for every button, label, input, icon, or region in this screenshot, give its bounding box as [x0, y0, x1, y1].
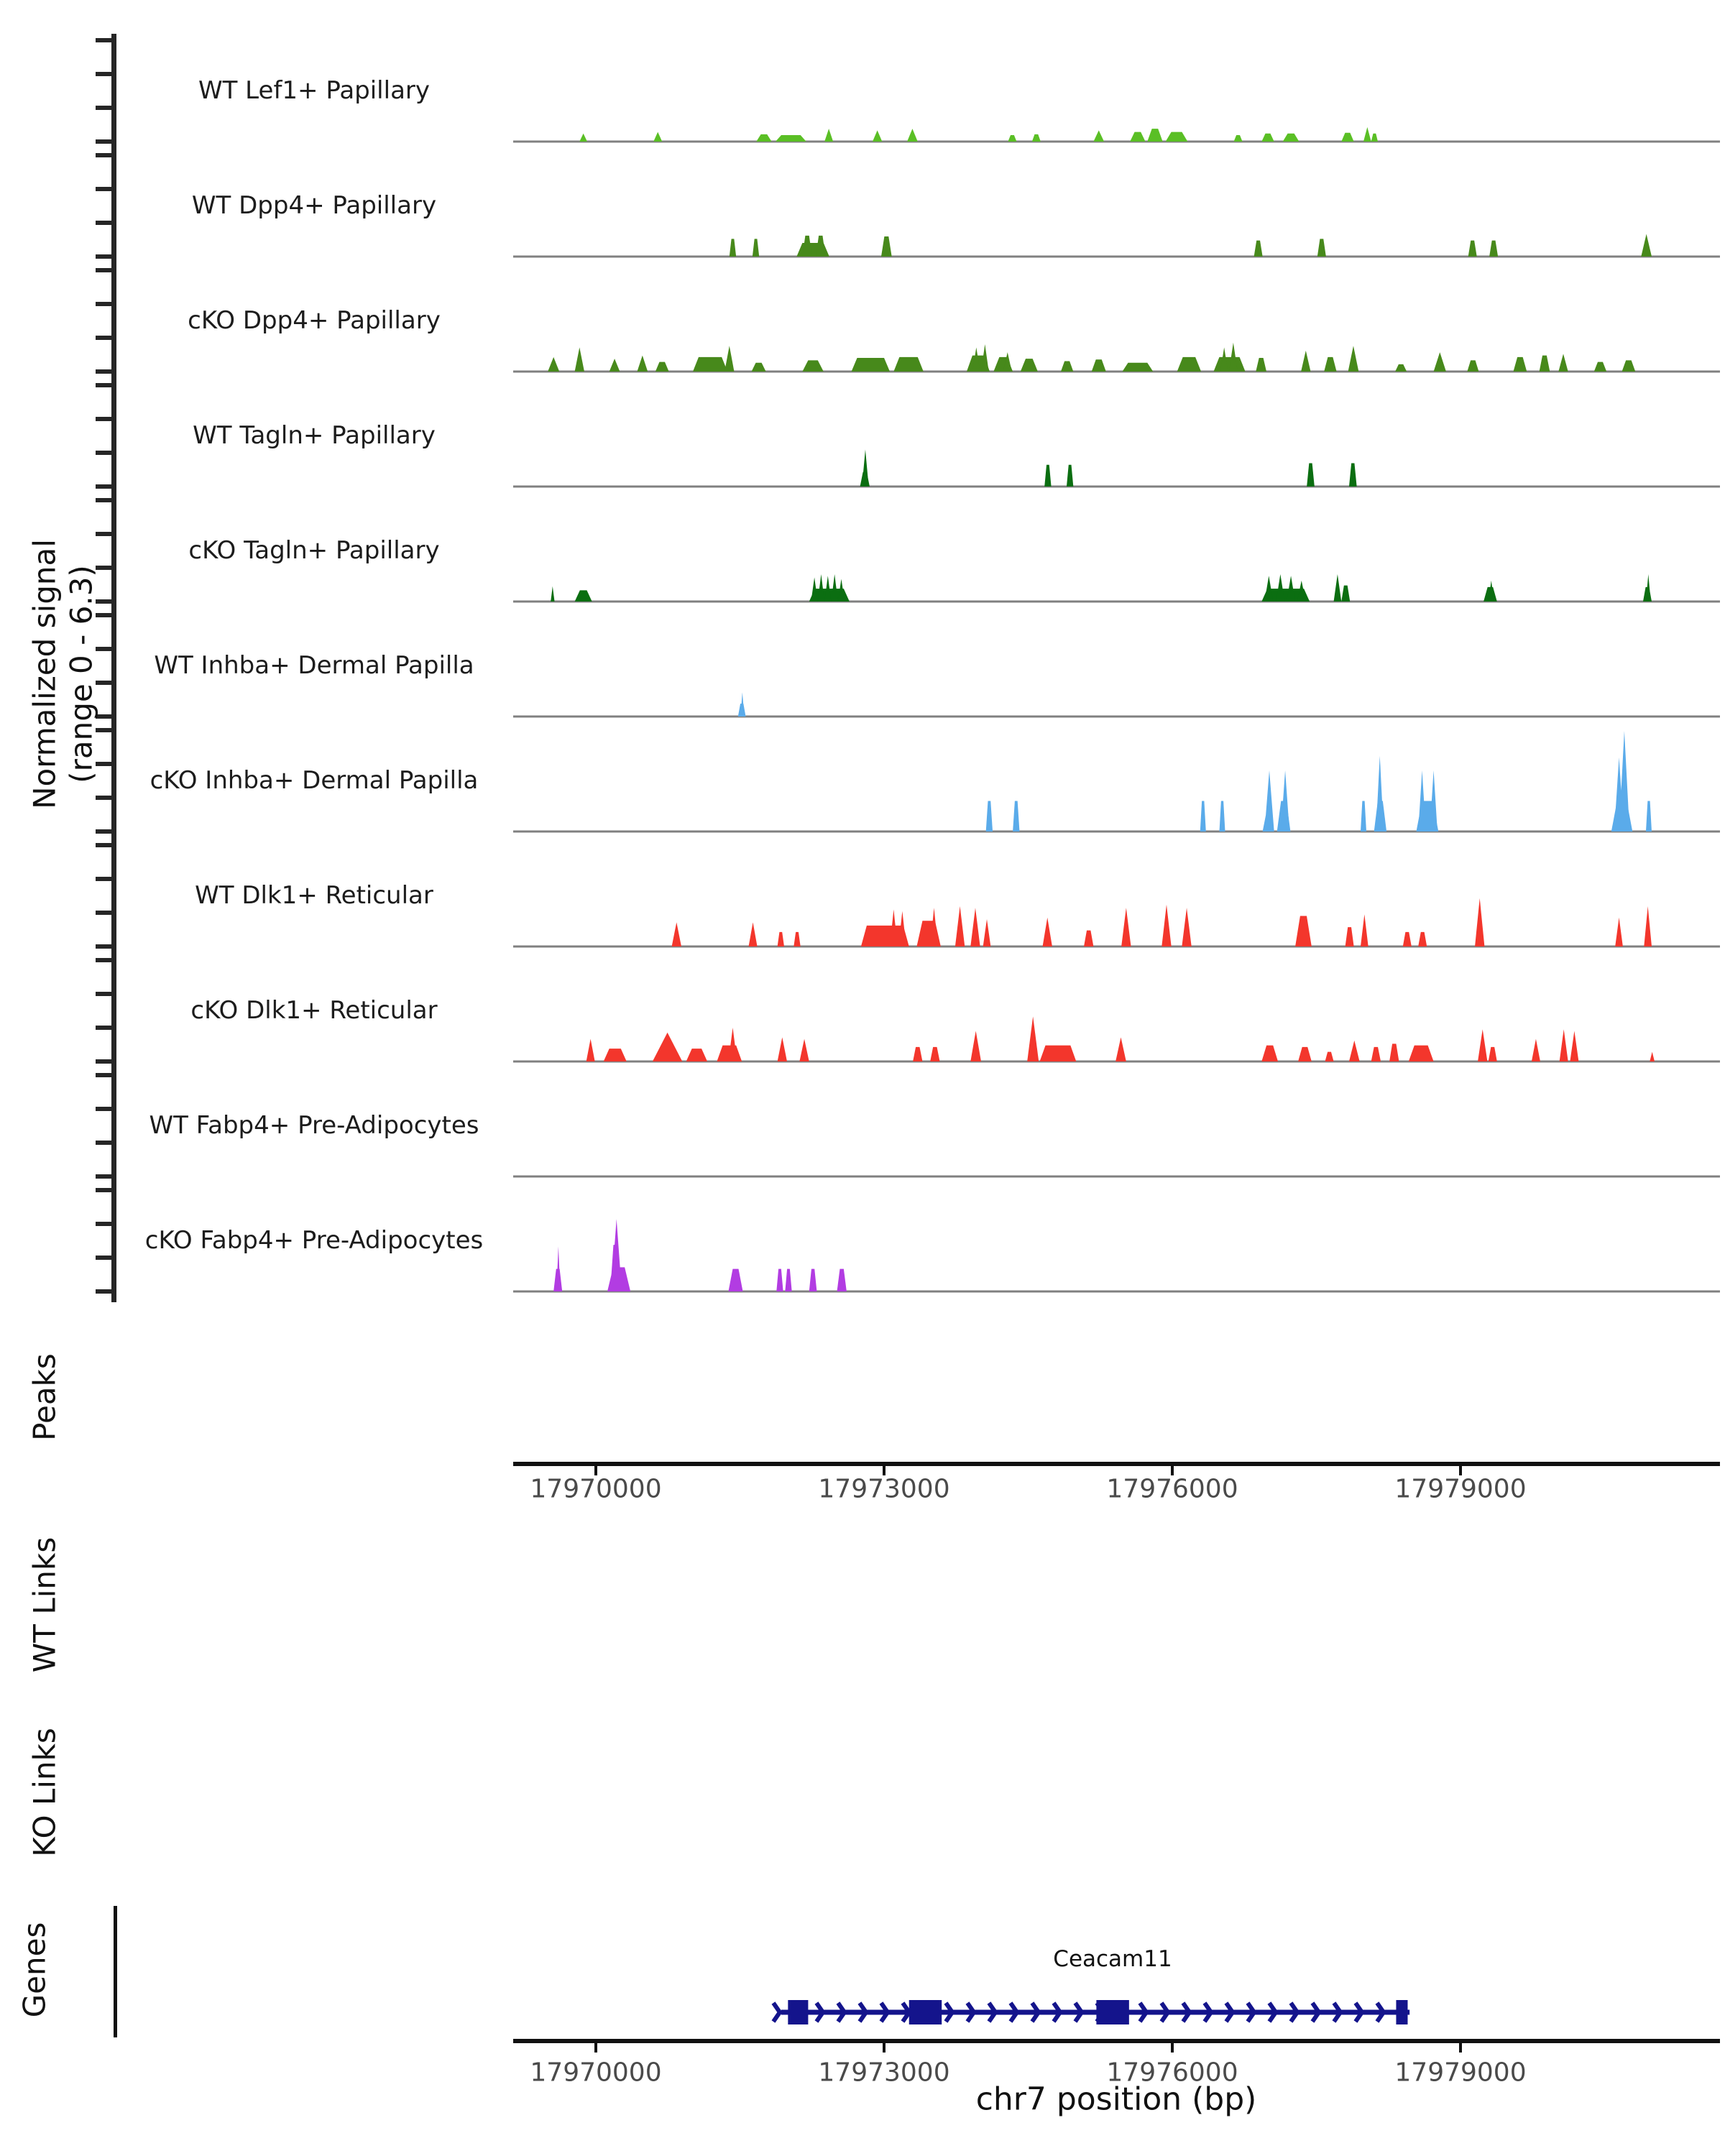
y-axis-tick: [96, 498, 111, 502]
signal-peak: [1177, 357, 1201, 372]
signal-peak: [1261, 1046, 1278, 1061]
peaks-x-axis: [513, 1462, 1720, 1475]
signal-peak: [1532, 1039, 1540, 1061]
signal-peak: [1200, 801, 1206, 831]
bottom-axis-tick-17970000: 17970000: [530, 2058, 662, 2088]
signal-peak: [794, 932, 800, 946]
signal-peak: [1467, 360, 1478, 372]
signal-peak: [1254, 241, 1263, 257]
signal-peak: [852, 358, 890, 372]
signal-peak: [551, 586, 554, 602]
signal-peak: [1307, 464, 1315, 487]
signal-track-7: [513, 898, 1720, 948]
signal-peak: [1641, 234, 1652, 257]
signal-peak: [955, 906, 965, 946]
signal-peak: [1256, 358, 1266, 372]
y-axis-tick: [96, 221, 111, 225]
signal-peak: [776, 135, 806, 142]
signal-peak: [728, 1269, 742, 1291]
signal-peak: [575, 590, 592, 602]
section-label-peaks: Peaks: [27, 1353, 63, 1441]
x-axis-title: chr7 position (bp): [975, 2081, 1257, 2118]
signal-peak: [756, 134, 771, 142]
track-baseline: [513, 831, 1720, 833]
signal-peak: [1130, 132, 1145, 142]
signal-peak: [1044, 465, 1051, 487]
y-axis-tick: [96, 383, 111, 387]
signal-peak: [776, 1269, 783, 1291]
signal-peak: [610, 359, 620, 372]
track-baseline: [513, 1291, 1720, 1293]
strand-arrow-icon: [773, 2003, 780, 2022]
signal-peak: [1346, 927, 1354, 946]
signal-peak: [656, 362, 669, 372]
signal-peak: [1021, 359, 1038, 372]
bottom-axis-tick-17973000: 17973000: [818, 2058, 950, 2088]
signal-peak: [686, 1049, 707, 1061]
signal-peak: [1622, 360, 1636, 372]
y-axis-tick: [96, 1059, 111, 1064]
signal-peak: [1121, 908, 1131, 946]
signal-peak: [548, 357, 559, 372]
signal-peak: [778, 932, 784, 946]
signal-peak: [1540, 356, 1550, 372]
gene-exon: [1396, 2000, 1407, 2024]
signal-peak: [653, 132, 662, 142]
signal-peak: [1283, 134, 1300, 142]
signal-peak: [799, 1039, 809, 1061]
section-label-ko-links: KO Links: [27, 1728, 63, 1857]
bottom-axis-tick-17979000: 17979000: [1394, 2058, 1527, 2088]
signal-peak: [862, 450, 868, 487]
signal-peak: [1361, 914, 1368, 946]
signal-peak: [1166, 132, 1188, 142]
x-axis-tick: [1459, 2043, 1462, 2053]
signal-peak: [1594, 362, 1606, 372]
signal-peak: [1027, 1016, 1039, 1061]
signal-peak: [930, 1047, 939, 1061]
track-label-cko-dlk1-reticular: cKO Dlk1+ Reticular: [190, 996, 438, 1025]
signal-peak: [1489, 241, 1498, 257]
signal-peak: [1478, 1029, 1487, 1061]
signal-track-9: [513, 1176, 1720, 1178]
signal-track-5: [513, 692, 1720, 717]
signal-peak: [1348, 346, 1359, 372]
signal-peak: [1317, 239, 1326, 257]
x-axis-tick: [594, 2043, 597, 2053]
signal-peak: [809, 1269, 817, 1291]
y-axis-tick: [96, 417, 111, 421]
signal-peak: [1376, 756, 1384, 831]
signal-peak: [1182, 908, 1191, 946]
signal-peak: [1395, 364, 1407, 372]
signal-track-6: [513, 731, 1720, 832]
signal-peak: [753, 239, 759, 257]
track-label-cko-fabp4-pre-adipocytes: cKO Fabp4+ Pre-Adipocytes: [144, 1226, 484, 1255]
y-axis-tick: [96, 1256, 111, 1260]
signal-peak: [1349, 1041, 1360, 1061]
signal-track-10: [513, 1219, 1720, 1292]
signal-peak: [1341, 133, 1353, 142]
signal-peak: [802, 360, 823, 372]
signal-peak: [1122, 363, 1153, 372]
y-axis-tick: [96, 139, 111, 144]
signal-peak: [1234, 135, 1243, 142]
y-axis-tick: [96, 369, 111, 374]
signal-peak: [1475, 898, 1484, 946]
signal-peak: [1295, 916, 1312, 946]
signal-peak: [1301, 351, 1310, 372]
signal-peak: [1361, 801, 1366, 831]
track-label-wt-tagln-papillary: WT Tagln+ Papillary: [193, 421, 436, 450]
signal-track-1: [513, 234, 1720, 258]
signal-peak: [1570, 1031, 1578, 1061]
signal-peak: [1644, 906, 1652, 946]
y-axis-tick: [96, 484, 111, 489]
signal-peak: [693, 357, 727, 372]
signal-track-0: [513, 127, 1720, 143]
genes-bracket: [114, 1906, 117, 2037]
signal-peak: [1324, 357, 1336, 372]
signal-peak: [1514, 357, 1527, 372]
signal-peak: [728, 1028, 737, 1061]
y-axis-tick: [96, 944, 111, 949]
signal-peak: [1013, 801, 1019, 831]
signal-peak: [893, 357, 923, 372]
signal-peak: [913, 1047, 922, 1061]
signal-peak: [1298, 1047, 1312, 1061]
y-axis-tick: [96, 1107, 111, 1111]
signal-peak: [1341, 586, 1350, 602]
signal-peak: [1261, 134, 1274, 142]
track-label-cko-dpp4-papillary: cKO Dpp4+ Papillary: [188, 306, 441, 335]
signal-peak: [579, 134, 587, 142]
signal-peak: [1264, 770, 1274, 831]
track-baseline: [513, 141, 1720, 143]
signal-track-4: [513, 574, 1720, 603]
signal-peak: [1558, 354, 1568, 372]
signal-peak: [1349, 464, 1357, 487]
signal-peak: [1418, 932, 1427, 946]
signal-peak: [816, 236, 825, 257]
y-axis-tick: [96, 1174, 111, 1179]
x-axis-tick: [883, 2043, 886, 2053]
signal-peak: [1084, 931, 1093, 946]
signal-peak: [1650, 1052, 1655, 1061]
signal-peak: [1032, 134, 1041, 142]
signal-peak: [881, 236, 892, 257]
y-axis-tick: [96, 1073, 111, 1077]
y-axis-tick: [96, 72, 111, 76]
signal-peak: [1325, 1052, 1334, 1061]
signal-track-2: [513, 343, 1720, 373]
signal-peak: [1434, 352, 1446, 372]
section-label-wt-links: WT Links: [27, 1537, 63, 1673]
signal-peak: [653, 1033, 682, 1061]
y-axis-tick: [96, 1026, 111, 1030]
section-label-genes: Genes: [17, 1922, 52, 2018]
peaks-axis-tick-17973000: 17973000: [818, 1474, 950, 1504]
signal-peak: [970, 1031, 981, 1061]
signal-peak: [837, 1269, 847, 1291]
signal-peak: [986, 801, 993, 831]
y-axis-tick: [96, 336, 111, 340]
bottom-x-axis: [513, 2039, 1720, 2053]
track-label-wt-lef1-papillary: WT Lef1+ Papillary: [198, 76, 431, 105]
signal-peak: [1093, 130, 1104, 142]
y-axis-tick: [96, 302, 111, 306]
y-axis-tick: [96, 532, 111, 536]
signal-peak: [730, 239, 736, 257]
y-axis-tick: [96, 829, 111, 834]
signal-peak: [818, 574, 824, 602]
signal-peak: [672, 922, 681, 946]
track-baseline: [513, 486, 1720, 488]
signal-peak: [575, 347, 584, 372]
signal-peak: [785, 1269, 791, 1291]
signal-peak: [1371, 134, 1378, 142]
signal-peak: [1560, 1029, 1568, 1061]
signal-peak: [1615, 918, 1623, 946]
track-label-wt-dlk1-reticular: WT Dlk1+ Reticular: [195, 881, 433, 910]
track-baseline: [513, 716, 1720, 718]
signal-peak: [1040, 1046, 1077, 1061]
y-axis-tick: [96, 268, 111, 272]
y-axis-label-line1: Normalized signal: [27, 539, 63, 809]
signal-peak: [1371, 1047, 1381, 1061]
signal-peak: [824, 129, 833, 142]
signal-peak: [1489, 1047, 1497, 1061]
signal-peak: [1619, 731, 1630, 831]
signal-peak: [1219, 801, 1225, 831]
signal-peak: [1334, 574, 1342, 602]
signal-track-3: [513, 450, 1720, 488]
y-axis-tick: [96, 1188, 111, 1192]
signal-peak: [1646, 801, 1652, 831]
track-label-cko-tagln-papillary: cKO Tagln+ Papillary: [188, 536, 440, 565]
peaks-axis-tick-17970000: 17970000: [530, 1474, 662, 1504]
signal-peak: [724, 346, 734, 372]
y-axis-tick: [96, 1222, 111, 1226]
y-axis-tick: [96, 153, 111, 157]
track-baseline: [513, 946, 1720, 948]
signal-peak: [1409, 1046, 1434, 1061]
signal-peak: [1468, 241, 1477, 257]
y-axis-tick: [96, 38, 111, 42]
signal-peak: [831, 574, 837, 602]
track-baseline: [513, 601, 1720, 603]
signal-peak: [1043, 918, 1052, 946]
track-label-wt-fabp4-pre-adipocytes: WT Fabp4+ Pre-Adipocytes: [149, 1111, 479, 1140]
y-axis-tick: [96, 254, 111, 259]
signal-peak: [749, 922, 758, 946]
signal-peak: [1389, 1044, 1399, 1061]
signal-peak: [778, 1037, 787, 1061]
peaks-axis-tick-17979000: 17979000: [1394, 1474, 1527, 1504]
y-axis-label-line2: (range 0 - 6.3): [63, 565, 99, 783]
track-label-wt-dpp4-papillary: WT Dpp4+ Papillary: [191, 191, 437, 220]
signal-peak: [1116, 1037, 1126, 1061]
x-axis-tick: [1171, 2043, 1174, 2053]
y-axis-tick: [96, 877, 111, 881]
y-axis-tick: [96, 992, 111, 996]
signal-peak: [1092, 359, 1106, 372]
signal-peak: [1162, 905, 1171, 946]
track-baseline: [513, 256, 1720, 258]
track-label-wt-inhba-dermal-papilla: WT Inhba+ Dermal Papilla: [154, 651, 474, 680]
gene-exon: [909, 2000, 942, 2024]
signal-peak: [752, 363, 766, 372]
signal-peak: [983, 919, 991, 946]
y-axis-tick: [96, 187, 111, 191]
signal-peak: [637, 356, 648, 372]
peaks-axis-tick-17976000: 17976000: [1106, 1474, 1238, 1504]
signal-peak: [1061, 361, 1073, 372]
signal-peak: [970, 908, 980, 946]
signal-peak: [873, 130, 882, 142]
track-label-cko-inhba-dermal-papilla: cKO Inhba+ Dermal Papilla: [150, 766, 479, 795]
gene-exon: [788, 2000, 808, 2024]
signal-peak: [586, 1039, 595, 1061]
signal-track-8: [513, 1016, 1720, 1062]
signal-peak: [604, 1049, 627, 1061]
gene-model: [773, 2000, 1409, 2024]
signal-peak: [1363, 127, 1371, 142]
y-axis-tick: [96, 843, 111, 847]
signal-peak: [907, 129, 918, 142]
y-axis-tick: [96, 451, 111, 455]
signal-peak: [802, 236, 811, 257]
bottom-axis-tick-17976000: 17976000: [1106, 2058, 1238, 2088]
signal-peak: [1276, 574, 1284, 602]
y-axis-tick: [96, 958, 111, 962]
signal-peak: [1008, 135, 1016, 142]
y-axis-tick: [96, 796, 111, 800]
y-axis-tick: [96, 1289, 111, 1294]
gene-name-label: Ceacam11: [1053, 1946, 1172, 1972]
gene-exon: [1096, 2000, 1128, 2024]
y-axis-tick: [96, 911, 111, 915]
y-axis-tick: [96, 1141, 111, 1145]
signal-peak: [1147, 129, 1162, 142]
y-axis-tick: [96, 106, 111, 110]
signal-peak: [1403, 932, 1412, 946]
track-baseline: [513, 1176, 1720, 1178]
signal-peak: [1067, 465, 1073, 487]
